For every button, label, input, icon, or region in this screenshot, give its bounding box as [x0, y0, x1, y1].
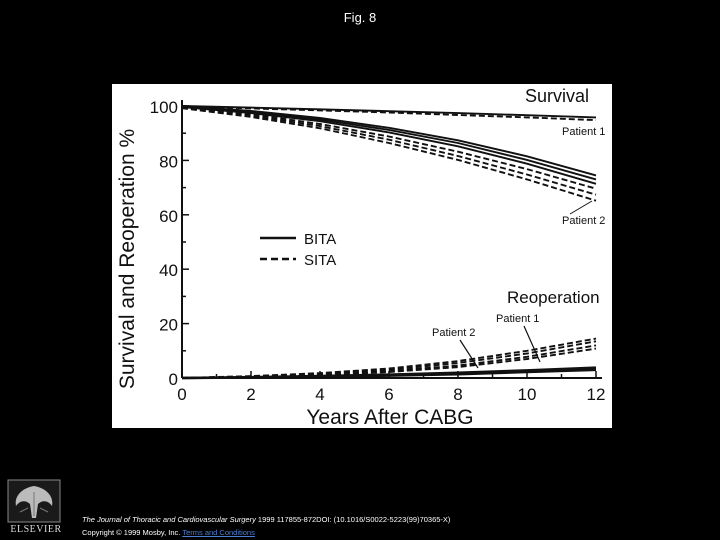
y-tick-label: 20	[159, 315, 178, 335]
citation	[82, 515, 450, 524]
citation-details: 1999 117855-872DOI: (10.1016/S0022-5223(99)70365-X)	[255, 515, 451, 524]
figure-title: Fig. 8	[343, 10, 377, 25]
x-tick-label: 4	[315, 385, 325, 404]
x-tick-label: 6	[384, 385, 394, 404]
x-tick-label: 2	[246, 385, 256, 404]
legend-sita-label: SITA	[304, 252, 337, 269]
y-tick-label: 0	[168, 370, 178, 389]
x-tick-label: 8	[453, 385, 463, 404]
survival-patient2-pointer	[570, 201, 592, 214]
reoperation-label: Reoperation	[507, 288, 600, 307]
copyright-text: Copyright © 1999 Mosby, Inc.	[82, 528, 181, 537]
elsevier-wordmark: ELSEVIER	[10, 524, 62, 535]
y-tick-label: 80	[159, 152, 178, 172]
legend-bita-label: BITA	[304, 231, 337, 248]
citation-journal: The Journal of Thoracic and Cardiovascular Surgery	[82, 515, 256, 524]
y-tick-label: 100	[149, 98, 178, 117]
reoperation-patient2-pointer	[460, 340, 478, 368]
survival-sita-line	[182, 108, 596, 201]
y-axis-label: Survival and Reoperation %	[116, 128, 139, 390]
series-layer	[182, 106, 596, 378]
survival-patient1-label: Patient 1	[562, 126, 606, 138]
reoperation-patient1-label: Patient 1	[496, 313, 540, 325]
terms-link[interactable]: Terms and Conditions	[182, 528, 255, 537]
survival-sita-line	[182, 107, 596, 189]
copyright	[82, 528, 255, 537]
legend	[260, 231, 336, 269]
survival-patient2-label: Patient 2	[562, 215, 606, 227]
reoperation-patient2-label: Patient 2	[432, 327, 476, 339]
y-tick-label: 40	[159, 261, 178, 281]
survival-reoperation-chart	[112, 84, 612, 428]
x-tick-label: 10	[517, 385, 537, 404]
y-tick-label: 60	[159, 206, 178, 226]
survival-label: Survival	[525, 86, 590, 106]
x-tick-label: 0	[177, 385, 187, 404]
x-tick-label: 12	[586, 385, 606, 404]
x-axis-label: Years After CABG	[306, 406, 474, 428]
chart-panel	[112, 84, 612, 428]
